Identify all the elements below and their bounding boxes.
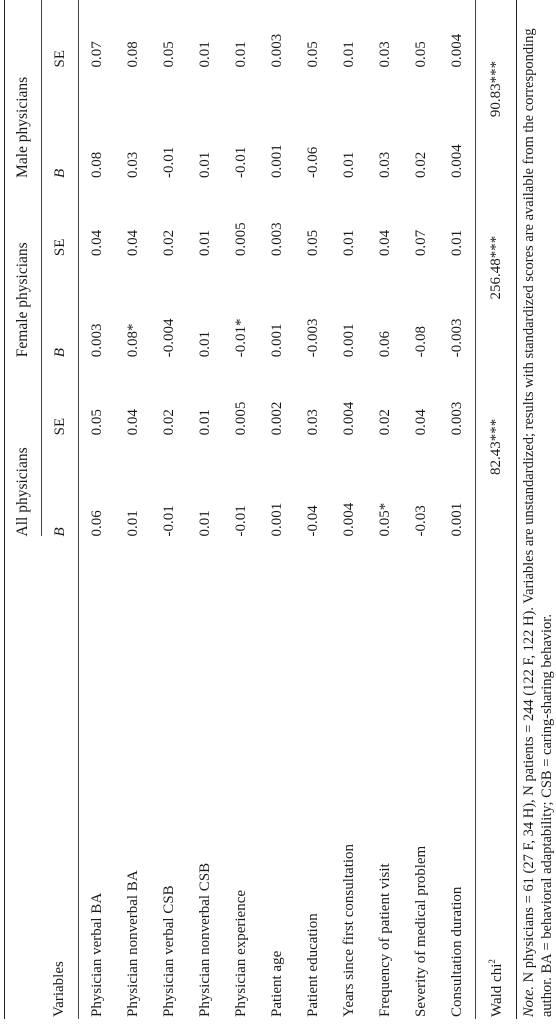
male-se-cell: 0.07 <box>88 41 105 68</box>
note-lead: Note. <box>521 985 537 1017</box>
female-se-cell: 0.005 <box>232 222 249 257</box>
female-se-cell: 0.07 <box>412 229 429 257</box>
female-se-cell: 0.04 <box>376 229 393 257</box>
all-se-cell: 0.01 <box>196 409 213 436</box>
male-b-cell: 0.03 <box>124 151 141 178</box>
row-label: Physician verbal BA <box>88 892 105 1017</box>
wald-superscript: 2 <box>486 959 497 964</box>
row-label: Consultation duration <box>439 536 476 1019</box>
female-se-cell: 0.01 <box>196 229 213 257</box>
variables-header: Variables <box>42 536 79 1019</box>
all-b-cell: -0.03 <box>412 505 429 537</box>
all-b-cell: 0.05* <box>376 502 393 537</box>
table-row <box>295 0 331 1019</box>
male-b-cell: -0.01 <box>232 146 249 178</box>
female-b-cell: -0.01* <box>232 318 249 358</box>
female-b-cell: 0.001 <box>268 323 285 358</box>
female-se-cell: 0.003 <box>268 222 285 257</box>
female-b-cell: 0.06 <box>376 330 393 358</box>
male-b-header: B <box>42 67 79 178</box>
wald-label <box>476 536 517 1019</box>
all-b-cell: 0.01 <box>124 510 141 537</box>
male-se-cell: 0.05 <box>304 41 321 68</box>
female-b-cell: 0.001 <box>340 323 357 358</box>
wald-row <box>476 0 517 1019</box>
wald-label-text: Wald chi <box>488 963 505 1017</box>
female-b-cell: -0.003 <box>304 318 321 358</box>
male-se-cell: 0.03 <box>376 41 393 68</box>
all-se-cell: 0.005 <box>232 401 249 436</box>
table-note <box>520 7 556 1017</box>
male-b-cell: -0.06 <box>304 146 321 178</box>
wald-male-value: 90.83*** <box>476 0 517 178</box>
female-b-header: B <box>42 256 79 357</box>
table-row <box>223 0 259 1019</box>
all-se-cell: 0.02 <box>376 409 393 436</box>
all-se-cell: 0.02 <box>160 409 177 436</box>
table-row <box>187 0 223 1019</box>
male-b-cell: 0.001 <box>268 144 285 178</box>
male-se-cell: 0.05 <box>412 41 429 68</box>
table-row <box>367 0 403 1019</box>
all-se-cell: 0.002 <box>268 401 285 436</box>
male-se-cell: 0.05 <box>160 41 177 68</box>
all-b-cell: -0.04 <box>304 505 321 537</box>
female-b-cell: 0.01 <box>196 330 213 358</box>
female-se-cell: 0.04 <box>124 229 141 257</box>
female-b-cell: -0.003 <box>439 256 476 357</box>
male-b-cell: 0.004 <box>439 67 476 178</box>
row-label: Patient education <box>304 913 321 1017</box>
male-se-cell: 0.01 <box>232 41 249 68</box>
column-header-row <box>42 0 79 1019</box>
all-b-cell: -0.01 <box>232 505 249 537</box>
table-row <box>439 0 476 1019</box>
wald-all-value: 82.43*** <box>476 357 517 536</box>
female-se-cell: 0.04 <box>88 229 105 257</box>
all-b-cell: 0.06 <box>88 510 105 537</box>
female-b-cell: 0.08* <box>124 323 141 358</box>
male-b-cell: 0.01 <box>196 151 213 178</box>
female-b-cell: -0.08 <box>412 325 429 358</box>
female-se-cell: 0.01 <box>439 178 476 256</box>
male-se-cell: 0.01 <box>196 41 213 68</box>
all-b-header: B <box>42 435 79 536</box>
female-se-cell: 0.01 <box>340 229 357 257</box>
female-b-cell: 0.003 <box>88 323 105 358</box>
male-b-cell: 0.01 <box>340 151 357 178</box>
all-b-cell: 0.001 <box>439 435 476 536</box>
table-row <box>151 0 187 1019</box>
male-se-cell: 0.004 <box>439 0 476 67</box>
group-male-physicians: Male physicians <box>5 0 42 178</box>
female-se-cell: 0.02 <box>160 229 177 257</box>
row-label: Frequency of patient visit <box>376 863 393 1017</box>
variables-header-spacer <box>5 536 42 1019</box>
table-row <box>259 0 295 1019</box>
group-all-physicians: All physicians <box>5 357 42 536</box>
row-label: Severity of medical problem <box>412 845 429 1017</box>
male-se-cell: 0.003 <box>268 33 285 68</box>
row-label: Physician experience <box>232 889 249 1017</box>
all-b-cell: -0.01 <box>160 505 177 537</box>
all-b-cell: 0.004 <box>340 502 357 537</box>
male-b-cell: 0.08 <box>88 151 105 178</box>
row-label: Years since first consultation <box>340 843 357 1017</box>
all-se-cell: 0.03 <box>304 409 321 436</box>
note-text: N physicians = 61 (27 F, 34 H), N patients = 244 (122 F, 122 H). Variables are unstandardized; results with standardized scores are available from the corresponding author. BA = behavioral adaptability; CSB = caring-sharing behavior. <box>521 28 555 1017</box>
all-se-header: SE <box>42 357 79 435</box>
male-se-cell: 0.01 <box>340 41 357 68</box>
all-se-cell: 0.04 <box>124 409 141 436</box>
regression-table <box>4 0 517 1019</box>
wald-female-value: 256.48*** <box>476 178 517 357</box>
row-label: Patient age <box>268 950 285 1017</box>
female-b-cell: -0.004 <box>160 318 177 358</box>
row-label: Physician verbal CSB <box>160 885 177 1017</box>
row-label: Physician nonverbal CSB <box>196 862 213 1017</box>
male-se-cell: 0.08 <box>124 41 141 68</box>
group-female-physicians: Female physicians <box>5 178 42 357</box>
all-se-cell: 0.004 <box>340 401 357 436</box>
group-header-row <box>5 0 42 1019</box>
table-row <box>403 0 439 1019</box>
male-se-header: SE <box>42 0 79 67</box>
male-b-cell: 0.03 <box>376 151 393 178</box>
table-row <box>331 0 367 1019</box>
female-se-header: SE <box>42 178 79 256</box>
table-row <box>79 0 116 1019</box>
all-se-cell: 0.04 <box>412 409 429 436</box>
all-se-cell: 0.003 <box>439 357 476 435</box>
table-row <box>115 0 151 1019</box>
all-b-cell: 0.01 <box>196 510 213 537</box>
all-b-cell: 0.001 <box>268 502 285 537</box>
row-label: Physician nonverbal BA <box>124 870 141 1017</box>
female-se-cell: 0.05 <box>304 229 321 257</box>
male-b-cell: 0.02 <box>412 151 429 178</box>
all-se-cell: 0.05 <box>88 409 105 436</box>
male-b-cell: -0.01 <box>160 146 177 178</box>
